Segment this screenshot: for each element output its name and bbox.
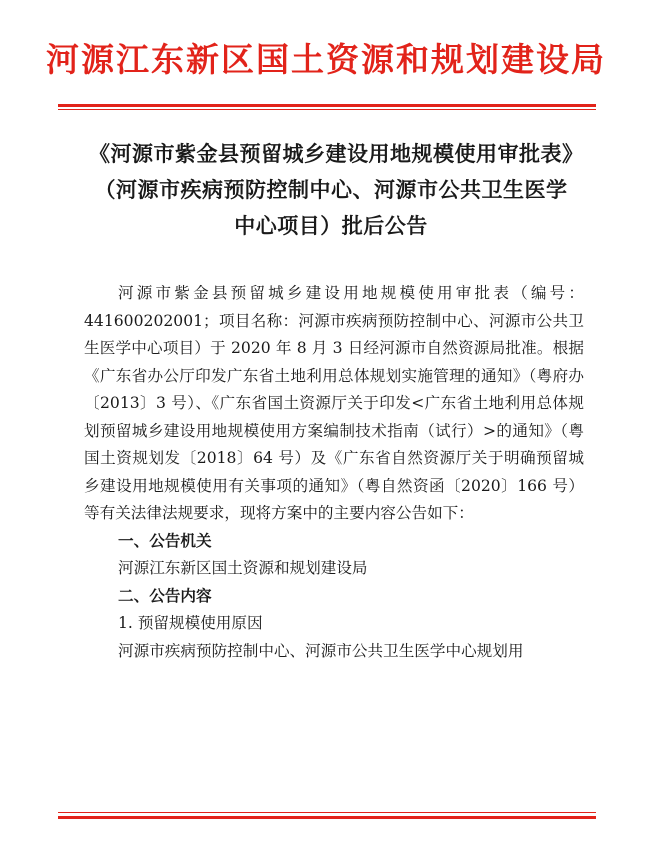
header-divider-thin	[58, 109, 596, 110]
issuing-authority-header: 河源江东新区国土资源和规划建设局	[46, 40, 606, 79]
document-title: 《河源市紫金县预留城乡建设用地规模使用审批表》（河源市疾病预防控制中心、河源市公共卫生医学中心项目）批后公告	[89, 142, 573, 238]
item-heading-reason: 1. 预留规模使用原因	[118, 614, 263, 632]
issuing-authority-name: 河源江东新区国土资源和规划建设局	[118, 559, 368, 577]
footer-divider-thick	[58, 816, 596, 819]
item-content-reason: 河源市疾病预防控制中心、河源市公共卫生医学中心规划用	[118, 641, 524, 660]
intro-paragraph: 河源市紫金县预留城乡建设用地规模使用审批表（编号：441600202001；项目名称：河源市疾病预防控制中心、河源市公共卫生医学中心项目）于 2020 年 8 月 3 日经河源市自然资源局批准。根据《广东省办公厅印发广东省土地利用总体规划实施管理的通知》（粤府办〔2013〕3 号）、《广东省国土资源厅关于印发<广东省土地利用总体规划预留城乡建设用地规模使用方案编制技术指南（试行）>的通知》（粤国土资规划发〔2018〕64 号）及《广东省自然资源厅关于明确预留城乡建设用地规模使用有关事项的通知》（粤自然资函〔2020〕166 号）等有关法律法规要求，现将方案中的主要内容公告如下：	[84, 284, 584, 522]
footer-divider-thin	[58, 812, 596, 813]
header-divider-thick	[58, 104, 596, 107]
section-heading-announcement-content: 二、公告内容	[118, 586, 212, 605]
document-body	[84, 280, 584, 665]
section-heading-issuing-authority: 一、公告机关	[118, 531, 212, 550]
